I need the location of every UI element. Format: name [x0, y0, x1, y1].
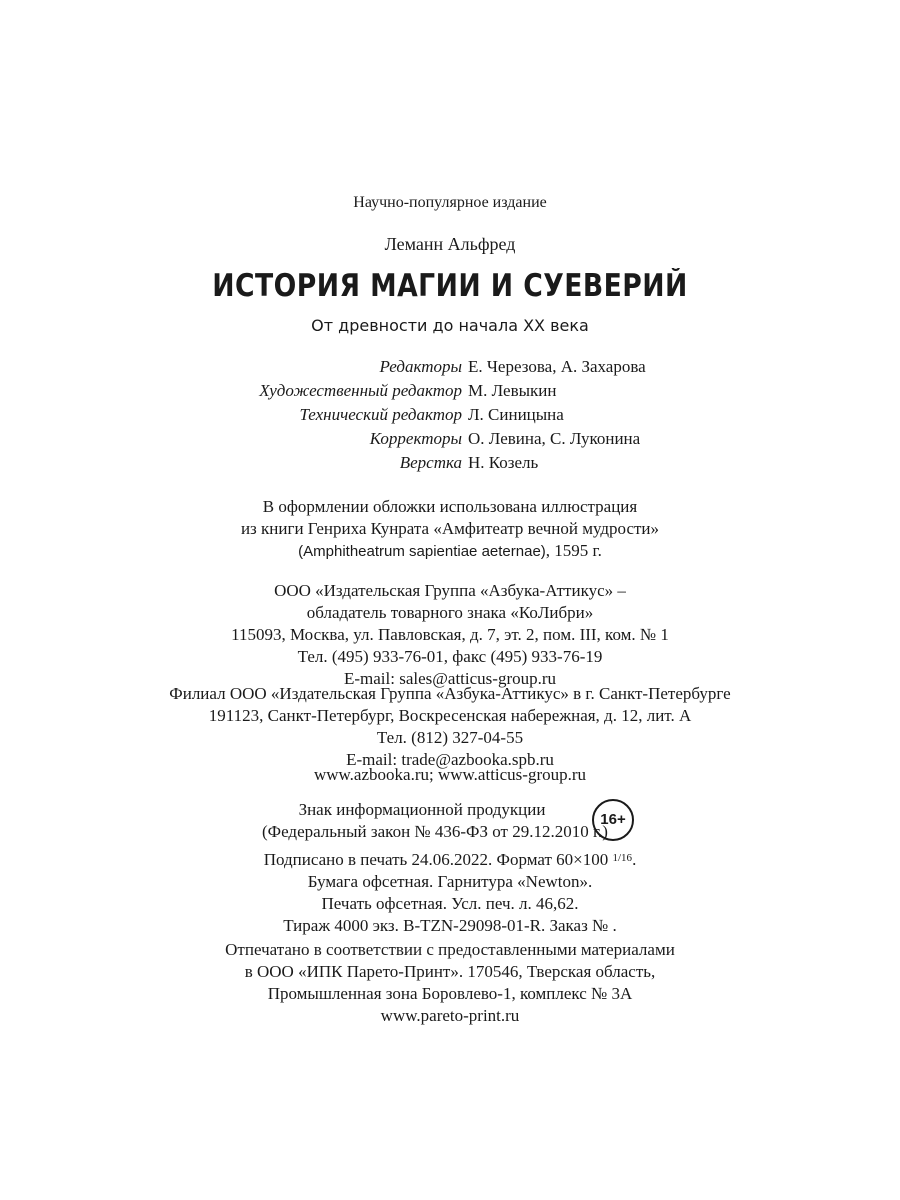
credit-row — [0, 428, 900, 452]
credit-name: Е. Черезова, А. Захарова — [468, 357, 646, 376]
branch-address: 191123, Санкт-Петербург, Воскресенская набережная, д. 12, лит. А — [208, 706, 692, 725]
credit-row — [0, 380, 900, 404]
credit-role: Технический редактор — [299, 405, 462, 424]
print-info-line: Бумага офсетная. Гарнитура «Newton». — [307, 872, 593, 891]
credit-row — [0, 452, 900, 476]
info-sign-text — [262, 799, 608, 843]
age-rating-badge: 16+ — [592, 799, 634, 841]
credit-role: Художественный редактор — [259, 381, 462, 400]
publisher-line: ООО «Издательская Группа «Азбука-Аттикус» – — [274, 581, 626, 600]
credit-row — [0, 356, 900, 380]
publisher-phone: Тел. (495) 933-76-01, факс (495) 933-76-19 — [297, 647, 603, 666]
credit-name: Н. Козель — [468, 453, 539, 472]
print-info — [0, 847, 900, 937]
info-sign-law: (Федеральный закон № 436-ФЗ от 29.12.2010 г.) — [262, 822, 608, 841]
credit-name: М. Левыкин — [468, 381, 557, 400]
cover-note-line — [0, 540, 900, 563]
info-sign — [0, 799, 900, 843]
info-sign-line: Знак информационной продукции — [298, 800, 546, 819]
publisher-address: 115093, Москва, ул. Павловская, д. 7, эт. 2, пом. III, ком. № 1 — [231, 625, 669, 644]
websites — [0, 764, 900, 786]
branch-phone: Тел. (812) 327-04-55 — [376, 728, 524, 747]
publisher-line: обладатель товарного знака «КоЛибри» — [306, 603, 594, 622]
credit-row — [0, 404, 900, 428]
edition-type: Научно-популярное издание — [353, 194, 547, 211]
printer-info — [0, 939, 900, 1027]
credits-list — [0, 356, 900, 476]
printer-website: www.pareto-print.ru — [380, 1006, 520, 1025]
branch-line: Филиал ООО «Издательская Группа «Азбука-Аттикус» в г. Санкт-Петербурге — [169, 684, 731, 703]
author-name: Леманн Альфред — [384, 234, 516, 254]
publisher-email: E-mail: sales@atticus-group.ru — [343, 669, 557, 688]
credit-name: Л. Синицына — [468, 405, 564, 424]
print-format-fraction: 1/16 — [612, 852, 633, 864]
cover-note-line: из книги Генриха Кунрата «Амфитеатр вечной мудрости» — [240, 519, 660, 538]
cover-note-line: В оформлении обложки использована иллюстрация — [262, 497, 638, 516]
websites-line: www.azbooka.ru; www.atticus-group.ru — [313, 765, 587, 784]
info-sign-row — [0, 799, 900, 843]
credit-role: Корректоры — [369, 429, 462, 448]
branch-info — [0, 683, 900, 771]
cover-note — [0, 496, 900, 563]
print-format-end: . — [632, 850, 637, 869]
publisher-info — [0, 580, 900, 690]
credit-name: О. Левина, С. Луконина — [468, 429, 641, 448]
printer-line: в ООО «ИПК Парето-Принт». 170546, Тверская область, — [244, 962, 656, 981]
book-subtitle: От древности до начала XX века — [311, 316, 589, 335]
credit-role: Редакторы — [379, 357, 462, 376]
cover-note-latin-title: (Amphitheatrum sapientiae aeternae) — [298, 543, 546, 560]
print-format-text: Подписано в печать 24.06.2022. Формат 60×100 — [263, 850, 613, 869]
cover-note-year: , 1595 г. — [545, 541, 602, 560]
credit-role: Верстка — [399, 453, 462, 472]
printer-line: Отпечатано в соответствии с предоставленными материалами — [225, 940, 675, 959]
print-info-line — [0, 847, 900, 871]
print-info-line: Тираж 4000 экз. B-TZN-29098-01-R. Заказ № . — [283, 916, 617, 935]
printer-line: Промышленная зона Боровлево-1, комплекс № 3А — [267, 984, 633, 1003]
print-info-line: Печать офсетная. Усл. печ. л. 46,62. — [321, 894, 579, 913]
book-title: ИСТОРИЯ МАГИИ И СУЕВЕРИЙ — [212, 268, 688, 304]
branch-email: E-mail: trade@azbooka.spb.ru — [346, 750, 554, 769]
